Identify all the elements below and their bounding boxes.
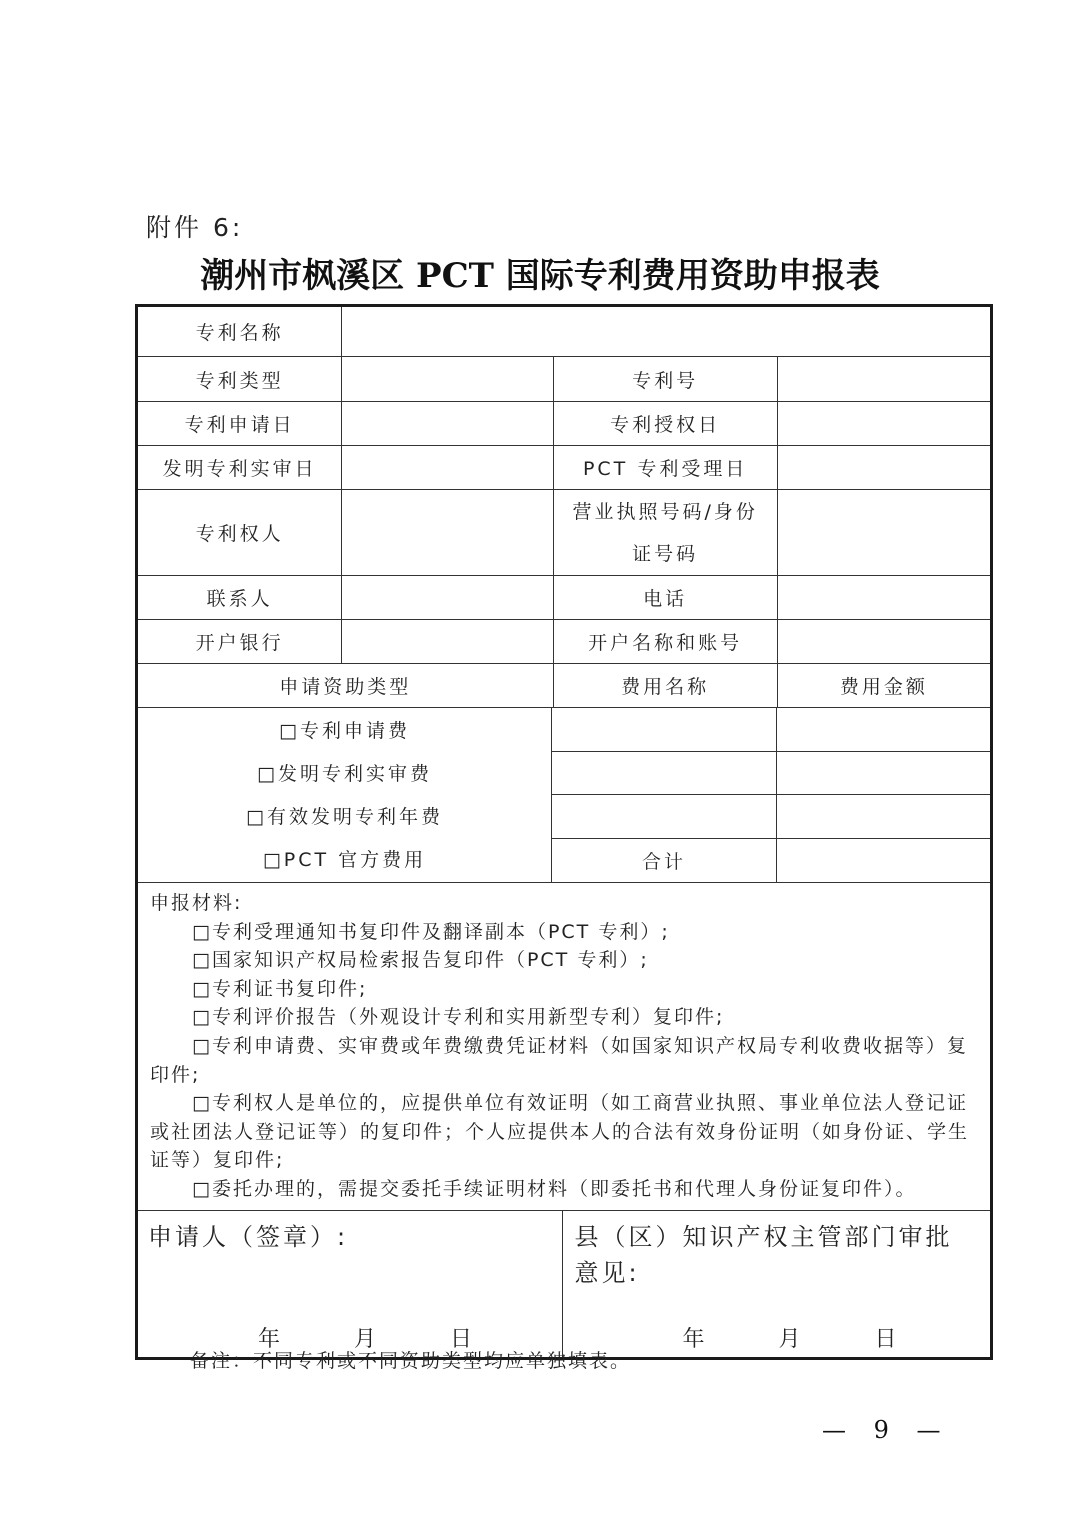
month-label: 月 — [354, 1326, 377, 1352]
fee-row — [552, 795, 990, 839]
license-id-label-line1: 营业执照号码/身份 — [572, 500, 758, 523]
contact-field[interactable] — [342, 576, 553, 619]
bank-label: 开户银行 — [138, 620, 342, 663]
apply-date-label: 专利申请日 — [138, 402, 342, 445]
year-label: 年 — [258, 1326, 281, 1352]
account-field[interactable] — [778, 620, 990, 663]
patentee-field[interactable] — [342, 490, 553, 575]
fee-amount-field[interactable] — [777, 708, 990, 751]
row-materials — [138, 883, 990, 1211]
row-exam-date — [138, 446, 990, 490]
phone-label: 电话 — [554, 576, 778, 619]
row-signatures — [138, 1211, 990, 1357]
fee-name-field[interactable] — [552, 752, 777, 795]
patent-no-label: 专利号 — [554, 357, 778, 401]
bank-field[interactable] — [342, 620, 553, 663]
total-label: 合计 — [552, 839, 777, 883]
fee-name-field[interactable] — [552, 708, 777, 751]
pct-accept-date-field[interactable] — [778, 446, 990, 489]
phone-field[interactable] — [778, 576, 990, 619]
footnote: 备注：不同专利或不同资助类型均应单独填表。 — [190, 1350, 632, 1372]
fee-row — [552, 752, 990, 796]
material-item[interactable]: □专利受理通知书复印件及翻译副本（PCT 专利）; — [192, 920, 670, 943]
patent-no-field[interactable] — [778, 357, 990, 401]
material-item[interactable]: □委托办理的，需提交委托手续证明材料（即委托书和代理人身份证复印件）。 — [192, 1177, 917, 1200]
materials-section — [138, 883, 990, 1210]
row-patent-name — [138, 307, 990, 357]
patent-name-field[interactable] — [342, 307, 990, 356]
funding-type-exam-fee[interactable]: □发明专利实审费 — [257, 763, 432, 785]
patentee-label: 专利权人 — [138, 490, 342, 575]
day-label: 日 — [874, 1326, 897, 1352]
fee-amount-field[interactable] — [777, 795, 990, 838]
approval-date — [683, 1322, 971, 1353]
patent-type-label: 专利类型 — [138, 357, 342, 401]
funding-type-pct-official-fee[interactable]: □PCT 官方费用 — [262, 849, 427, 871]
approval-opinion-label: 县（区）知识产权主管部门审批意见: — [574, 1222, 953, 1287]
application-form-table — [135, 304, 993, 1360]
grant-date-field[interactable] — [778, 402, 990, 445]
exam-date-field[interactable] — [342, 446, 553, 489]
funding-type-application-fee[interactable]: □专利申请费 — [279, 720, 410, 742]
pct-accept-date-label: PCT 专利受理日 — [554, 446, 778, 489]
fee-total-row — [552, 839, 990, 883]
fee-row — [552, 708, 990, 752]
account-label: 开户名称和账号 — [554, 620, 778, 663]
fee-amount-field[interactable] — [777, 752, 990, 795]
applicant-signature-box[interactable] — [138, 1211, 563, 1357]
year-label: 年 — [682, 1326, 705, 1352]
grant-date-label: 专利授权日 — [554, 402, 778, 445]
funding-type-options — [138, 708, 552, 882]
fee-name-header: 费用名称 — [554, 664, 778, 707]
row-patent-type — [138, 357, 990, 402]
fee-name-field[interactable] — [552, 795, 777, 838]
page-title: 潮州市枫溪区 PCT 国际专利费用资助申报表 — [200, 256, 880, 296]
approval-opinion-box[interactable] — [563, 1211, 991, 1357]
applicant-signature-label: 申请人（签章）: — [148, 1222, 349, 1251]
row-contact — [138, 576, 990, 620]
funding-type-header: 申请资助类型 — [138, 664, 554, 707]
materials-heading: 申报材料: — [150, 892, 243, 914]
license-id-label — [554, 490, 778, 575]
material-item[interactable]: □专利证书复印件; — [192, 977, 368, 1000]
exam-date-label: 发明专利实审日 — [138, 446, 342, 489]
total-amount-field[interactable] — [777, 839, 990, 883]
row-patentee — [138, 490, 990, 576]
material-item[interactable]: □国家知识产权局检索报告复印件（PCT 专利）; — [192, 949, 649, 972]
license-id-field[interactable] — [778, 490, 990, 575]
material-item[interactable]: □专利评价报告（外观设计专利和实用新型专利）复印件; — [192, 1006, 725, 1029]
row-bank — [138, 620, 990, 664]
material-item[interactable]: □专利申请费、实审费或年费缴费凭证材料（如国家知识产权局专利收费收据等）复印件; — [150, 1034, 968, 1086]
attachment-label: 附件 6: — [146, 213, 244, 242]
apply-date-field[interactable] — [342, 402, 553, 445]
license-id-label-line2: 证号码 — [632, 542, 699, 565]
patent-name-label: 专利名称 — [138, 307, 342, 356]
row-funding-details — [138, 708, 990, 883]
funding-type-annual-fee[interactable]: □有效发明专利年费 — [246, 806, 443, 828]
month-label: 月 — [778, 1326, 801, 1352]
row-dates — [138, 402, 990, 446]
day-label: 日 — [450, 1326, 473, 1352]
fee-amount-header: 费用金额 — [839, 676, 928, 698]
row-funding-header — [138, 664, 990, 708]
contact-label: 联系人 — [138, 576, 342, 619]
page-number: — 9 — — [822, 1416, 951, 1444]
material-item[interactable]: □专利权人是单位的，应提供单位有效证明（如工商营业执照、事业单位法人登记证或社团法人登记证等）的复印件；个人应提供本人的合法有效身份证明（如身份证、学生证等）复印件; — [150, 1092, 970, 1172]
patent-type-field[interactable] — [342, 357, 553, 401]
fee-grid — [552, 708, 990, 882]
